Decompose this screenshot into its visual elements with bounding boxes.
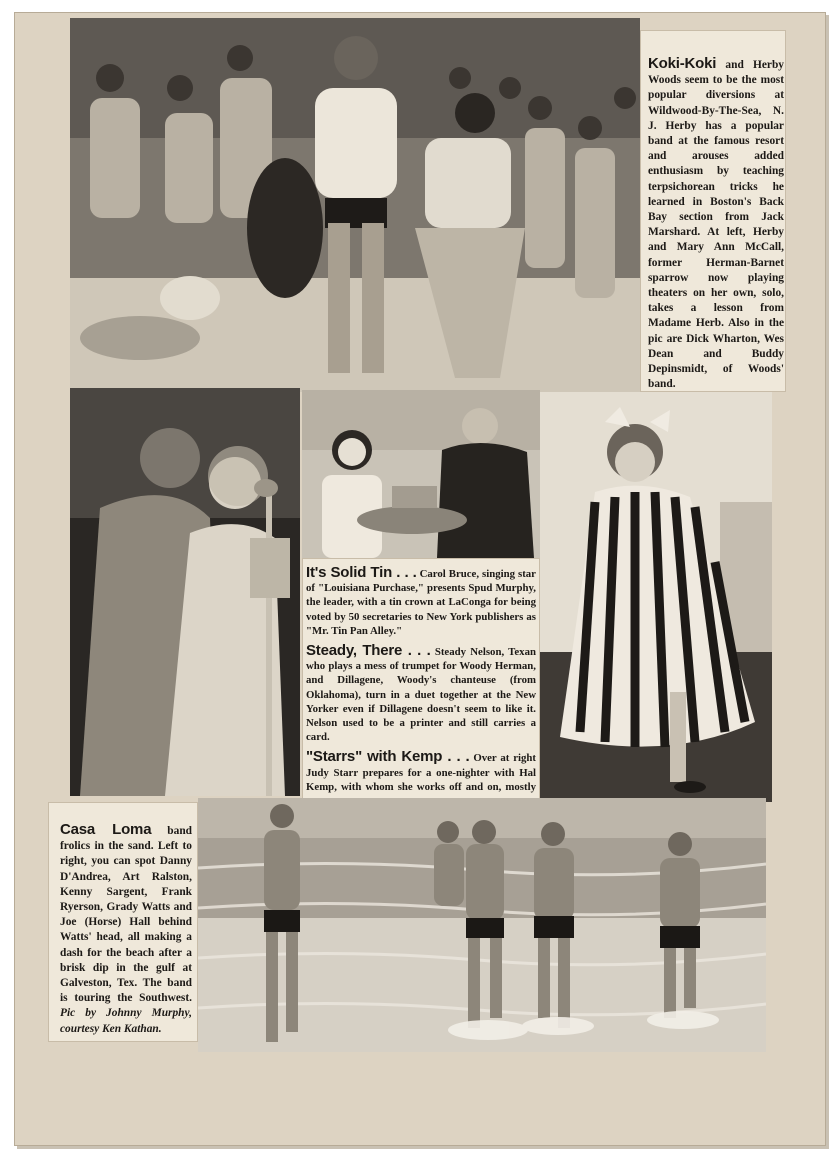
- koki-caption: [648, 56, 784, 392]
- duet-microphone-photo: [70, 388, 300, 796]
- tin-crown-photo: [302, 390, 540, 558]
- middle-caption: [306, 566, 536, 814]
- casa-caption: [60, 822, 192, 1037]
- koki-caption-body: and Herby Woods seem to be the most popular diversions at Wildwood-By-The-Sea, N. J. Herby has a popular band at the famous resort and arouses added enthusiasm by teaching terpsichorean tricks he learned in Boston's Back Bay section from Jack Marshard. At left, Herby and Mary Ann McCall, former Herman-Barnet sparrow now playing theaters on her own, solo, takes a lesson from Madame Herb. Also in the pic are Dick Wharton, Wes Dean and Buddy Depinsmidt, of Woods' band.: [648, 59, 784, 391]
- judy-starr-photo: [540, 392, 772, 802]
- casa-caption-heading: Casa Loma: [60, 821, 152, 838]
- casa-loma-beach-photo: [198, 798, 766, 1052]
- casa-caption-body: band frolics in the sand. Left to right, you can spot Danny D'Andrea, Art Ralston, Kenny Sargent, Frank Ryerson, Grady Watts and Joe (Horse) Hall behind Watts' head, all making a dash for the beach after a brisk dip in the gulf at Galveston, Tex. The band is touring the Southwest.: [60, 825, 192, 1005]
- tin-caption-heading: It's Solid Tin . . .: [306, 564, 417, 581]
- steady-caption-heading: Steady, There . . .: [306, 642, 431, 660]
- beach-crowd-photo: [70, 18, 640, 392]
- starrs-caption-heading: "Starrs" with Kemp . . .: [306, 748, 470, 766]
- magazine-page: [14, 12, 826, 1146]
- casa-caption-credit: Pic by Johnny Murphy, courtesy Ken Kathan.: [60, 1007, 192, 1035]
- tin-caption-body: Carol Bruce, singing star of "Louisiana Purchase," presents Spud Murphy, the leader, with a tin crown at LaConga for being voted by 50 secretaries to New York publishers as "Mr. Tin Pan Alley.": [306, 568, 536, 637]
- steady-caption-body: Steady Nelson, Texan who plays a mess of trumpet for Woody Herman, and Dillagene, Woody's chanteuse (from Oklahoma), turn in a duet together at the New Yorker even if Dillagene doesn't seem to like it. Nelson used to be a printer and still carries a card.: [306, 646, 536, 744]
- starrs-caption-body: Over at right Judy Starr prepares for a one-nighter with Hal Kemp, with whom she works off and on, mostly: [306, 752, 536, 793]
- koki-caption-heading: Koki-Koki: [648, 55, 717, 72]
